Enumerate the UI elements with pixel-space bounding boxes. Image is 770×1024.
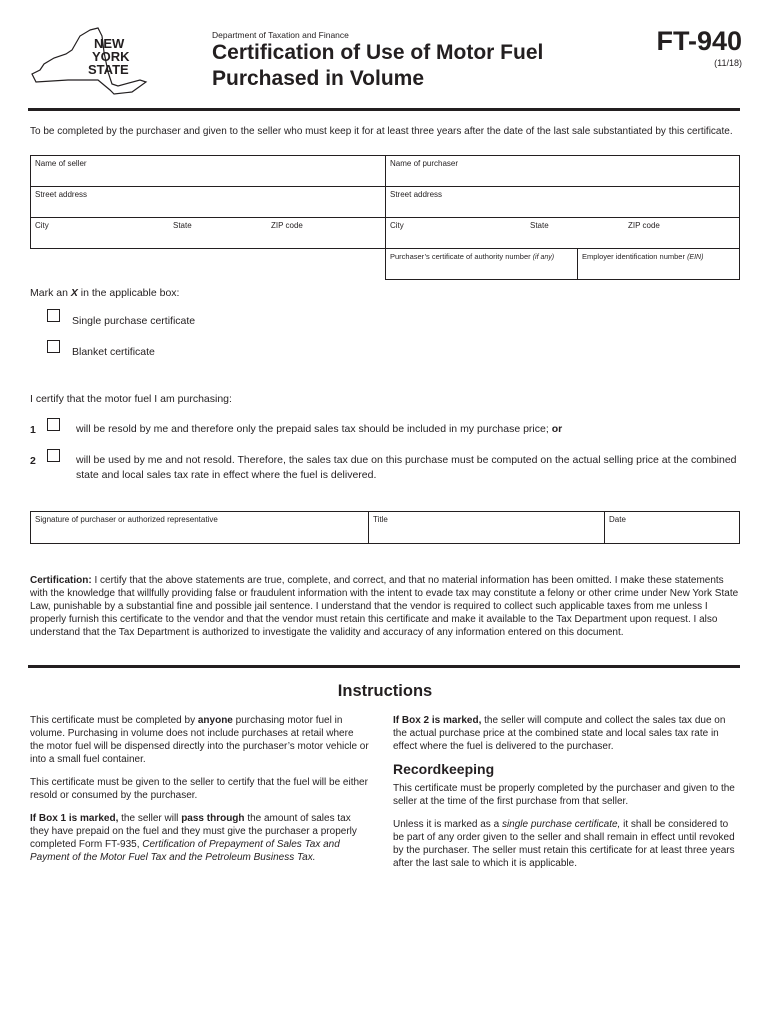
form-number: FT-940 xyxy=(656,26,742,56)
instr-p6-b: single purchase certificate, xyxy=(501,819,621,830)
item1-number: 1 xyxy=(30,424,36,436)
purchaser-name-field[interactable] xyxy=(386,156,740,187)
mark-x: X xyxy=(70,287,78,299)
seller-street-field[interactable] xyxy=(31,187,386,218)
signature-field[interactable] xyxy=(31,512,369,544)
instr-p3 xyxy=(30,812,370,864)
purchaser-street-label: Street address xyxy=(390,190,443,199)
purchaser-street-field[interactable] xyxy=(386,187,740,218)
date-label: Date xyxy=(609,515,626,524)
instr-p2: This certificate must be given to the seller to certify that the fuel will be either resold or consumed by the purchaser. xyxy=(30,777,368,801)
instr-p5: This certificate must be properly completed by the purchaser and given to the seller at the time of the first purchase from that seller. xyxy=(393,783,735,807)
instr-p6 xyxy=(393,818,739,870)
logo-word-new: NEW xyxy=(94,36,125,51)
logo-word-state: STATE xyxy=(88,62,129,77)
item2-text: will be used by me and not resold. Therefore, the sales tax due on this purchase must be computed on the actual selling price at the combined state and local sales tax rate in effect where the fuel is delivered. xyxy=(76,454,737,481)
seller-city-label: City xyxy=(35,221,49,230)
item2-checkbox[interactable] xyxy=(47,449,60,462)
instr-p4 xyxy=(393,714,739,753)
signature-table xyxy=(30,511,740,544)
seller-name-field[interactable] xyxy=(31,156,386,187)
seller-city-state-zip-field[interactable] xyxy=(31,218,386,249)
instr-p4-a: If Box 2 is marked, xyxy=(393,715,482,726)
authority-number-field[interactable] xyxy=(386,249,578,280)
certification-label: Certification: xyxy=(30,575,92,586)
nys-map-outline-icon xyxy=(28,24,178,100)
department-name: Department of Taxation and Finance xyxy=(212,30,349,40)
instr-p1-b: anyone xyxy=(197,715,233,726)
instr-p3-d: the amount of sales tax they have prepaid on the fuel and they must give the purchaser a properly completed Form FT-935, xyxy=(30,813,357,850)
blanket-certificate-label: Blanket certificate xyxy=(72,346,155,358)
ein-field[interactable] xyxy=(578,249,740,280)
instr-p3-e: Certification of Prepayment of Sales Tax and Payment of the Motor Fuel Tax and the Petroleum Business Tax. xyxy=(30,839,340,863)
party-info-table xyxy=(30,155,740,280)
instr-p3-a: If Box 1 is marked, xyxy=(30,813,119,824)
item2-number: 2 xyxy=(30,455,36,467)
intro-text: To be completed by the purchaser and given to the seller who must keep it for at least three years after the date of the last sale substantiated by this certificate. xyxy=(30,126,733,137)
instr-p1 xyxy=(30,714,370,766)
authority-number-label: Purchaser’s certificate of authority number xyxy=(390,252,531,261)
single-purchase-checkbox[interactable] xyxy=(47,309,60,322)
instructions-divider xyxy=(28,665,740,668)
instr-p1-a: This certificate must be completed by xyxy=(30,715,196,726)
instr-p3-c: pass through xyxy=(181,813,245,824)
mark-instruction xyxy=(30,287,179,299)
blank-cell xyxy=(31,249,386,280)
date-field[interactable] xyxy=(605,512,740,544)
purchaser-state-label: State xyxy=(530,221,549,230)
form-revision: (11/18) xyxy=(714,58,742,68)
seller-street-label: Street address xyxy=(35,190,88,199)
blanket-certificate-checkbox[interactable] xyxy=(47,340,60,353)
instr-p3-b: the seller will xyxy=(121,813,179,824)
purchaser-city-state-zip-field[interactable] xyxy=(386,218,740,249)
item1-or: or xyxy=(551,423,563,435)
seller-zip-label: ZIP code xyxy=(271,221,303,230)
seller-state-label: State xyxy=(173,221,192,230)
purchaser-name-label: Name of purchaser xyxy=(390,159,459,168)
instr-p6-c: it shall be considered to be part of any order given to the seller and shall remain in effect until revoked by the purchaser. The seller must retain this certificate for at least three years after the last sale to which it is applicable. xyxy=(393,819,735,869)
form-title-line2: Purchased in Volume xyxy=(212,67,424,90)
mark-lead: Mark an xyxy=(30,287,68,299)
instr-p6-a: Unless it is marked as a xyxy=(393,819,500,830)
instructions-right-column xyxy=(393,714,739,880)
purchaser-zip-label: ZIP code xyxy=(628,221,660,230)
ein-note: (EIN) xyxy=(687,254,704,261)
title-label: Title xyxy=(373,515,388,524)
item1-body: will be resold by me and therefore only the prepaid sales tax should be included in my purchase price; xyxy=(76,423,549,435)
instructions-left-column xyxy=(30,714,370,874)
certification-text: I certify that the above statements are true, complete, and correct, and that no material information has been omitted. I make these statements with the knowledge that willfully providing false or fraudulent information with the intent to evade tax may constitute a felony or other crime under New York State Law, punishable by a substantial fine and possible jail sentence. I understand that the vendor is required to collect such applicable taxes from me unless I properly furnish this certificate to the vendor and that the vendor must retain this certificate and make it available to the Tax Department upon request. I also understand that the Tax Department is authorized to investigate the validity and accuracy of any information entered on this document. xyxy=(30,575,739,638)
instructions-heading: Instructions xyxy=(337,682,433,700)
seller-name-label: Name of seller xyxy=(35,159,87,168)
form-title xyxy=(212,40,612,92)
instr-p4-b: the seller will compute and collect the sales tax due on the actual purchase price at the combined state and local sales tax rate in effect where the fuel is delivered to the purchaser. xyxy=(393,715,726,752)
form-title-line1: Certification of Use of Motor Fuel xyxy=(212,41,544,64)
item1-text xyxy=(76,422,740,437)
instr-p1-c: purchasing motor fuel in volume. Purchasing in volume does not include purchases at retail where the motor fuel will be dispensed directly into the purchaser’s motor vehicle or into a small fuel container. xyxy=(30,715,369,765)
item1-checkbox[interactable] xyxy=(47,418,60,431)
purchaser-city-label: City xyxy=(390,221,404,230)
logo-word-york: YORK xyxy=(92,49,130,64)
certification-paragraph xyxy=(30,574,740,639)
authority-number-note: (if any) xyxy=(532,254,555,261)
header-divider xyxy=(28,108,740,111)
ein-label: Employer identification number xyxy=(582,252,685,261)
certify-lead: I certify that the motor fuel I am purchasing: xyxy=(30,393,232,405)
single-purchase-label: Single purchase certificate xyxy=(72,315,196,327)
nys-logo xyxy=(28,24,178,100)
recordkeeping-heading: Recordkeeping xyxy=(393,761,495,777)
signature-label: Signature of purchaser or authorized representative xyxy=(35,515,218,524)
title-field[interactable] xyxy=(369,512,605,544)
mark-rest: in the applicable box: xyxy=(80,287,180,299)
